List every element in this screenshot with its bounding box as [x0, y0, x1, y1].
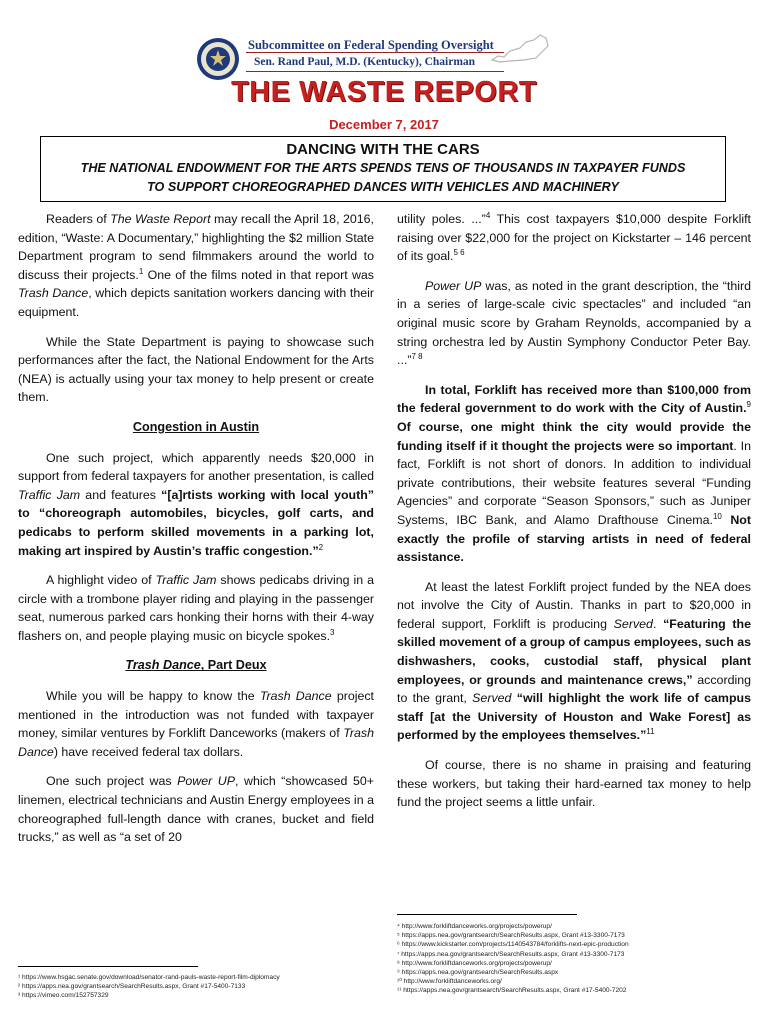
footnote: ² https://apps.nea.gov/grantsearch/SearchResults.aspx, Grant #17-5400-7133 [18, 983, 246, 991]
footnote: ⁸ http://www.forkliftdanceworks.org/projects/powerup/ [397, 959, 552, 967]
paragraph: While the State Department is paying to showcase such performances after the fact, the National Endowment for the Arts (NEA) is actually using your tax money to help present or create them. [18, 334, 374, 405]
senator-name: Sen. Rand Paul, M.D. (Kentucky), Chairman [254, 56, 476, 68]
paragraph: While you will be happy to know the Trash Dance project mentioned in the introduction was not funded with taxpayer money, similar ventures by Forklift Danceworks (makers of Trash Dance) have received federal tax dollars. [18, 689, 375, 759]
footnote: ³ https://vimeo.com/152757329 [18, 992, 109, 1000]
footnotes-left [18, 973, 280, 1001]
footnote: ¹ https://www.hsgac.senate.gov/download/senator-rand-pauls-waste-report-film-diplomacy [18, 974, 280, 981]
header-divider-bottom [246, 71, 504, 72]
footnote-divider [397, 914, 577, 915]
footnote: ⁹ https://apps.nea.gov/grantsearch/SearchResults.aspx [397, 969, 559, 977]
paragraph: Readers of The Waste Report may recall the April 18, 2016, edition, “Waste: A Documentary,” highlighting the $2 million State Department program to send filmmakers around the world to discuss their projects.$^1$ One of the films noted in that report was Trash Dance, which depicts sanitation workers dancing with their equipment. [18, 212, 375, 319]
headline-box [40, 136, 726, 202]
footnote: ¹⁰ http://www.forkliftdanceworks.org/ [397, 978, 502, 986]
footnote: ⁵ https://apps.nea.gov/grantsearch/SearchResults.aspx, Grant #13-3300-7173 [397, 932, 625, 940]
paragraph: A highlight video of Traffic Jam shows pedicabs driving in a circle with a trombone player riding and playing in the passenger seat, numerous parked cars honking their horns with their 4-way flashers on, and people playing music on bicycle spokes.$^3$ [18, 573, 374, 643]
paragraph: Of course, there is no shame in praising and featuring these workers, but taking their hard-earned tax money to help fund the project seems a little unfair. [397, 758, 751, 810]
paragraph: At least the latest Forklift project funded by the NEA does not involve the City of Austin. Thanks in part to $20,000 in federal support, Forklift is producing Served. “Featuring the skilled movement of a group of campus employees, such as dishwashers, cooks, custodial staff, physical plant employees, or grounds and maintenance crews,” according to the grant, Served “will highlight the work life of campus staff [at the University of Houston and Wake Forest] as performed by the employees themselves.”$^{11}$ [397, 579, 752, 743]
headline-main: DANCING WITH THE CARS [286, 141, 480, 158]
headline-sub-line2: TO SUPPORT CHOREOGRAPHED DANCES WITH VEHICLES AND MACHINERY [147, 180, 619, 194]
paragraph: In total, Forklift has received more than $100,000 from the federal government to do work with the City of Austin.$^9$ Of course, one might think the city would provide the funding itself if it thought the projects were so important. In fact, Forklift is not short of donors. In addition to individual private contributions, their website features several “Funding Agencies” and corporate “Season Sponsors,” such as Juniper Systems, IBC Bank, and Alamo Drafthouse Cinema.$^{10}$ Not exactly the profile of starving artists in need of federal assistance. [397, 382, 752, 565]
right-column [397, 210, 751, 823]
paragraph: utility poles. ...”$^4$ This cost taxpayers $10,000 despite Forklift raising over $22,000 for the project on Kickstarter – 146 percent of its goal.$^{5 6}$ [397, 210, 751, 264]
senate-seal-icon [196, 37, 240, 81]
header-divider [246, 52, 504, 53]
left-column [18, 210, 374, 858]
footnote: ⁷ https://apps.nea.gov/grantsearch/SearchResults.aspx, Grant #13-3300-7173 [397, 950, 625, 958]
footnote: ⁶ https://www.kickstarter.com/projects/1140543784/forklifts-next-epic-production [397, 941, 629, 949]
paragraph: Power UP was, as noted in the grant description, the “third in a series of large-scale civic spectacles” and included “an original music score by Graham Reynolds, accompanied by a string orchestra led by Austin Symphony Conductor Peter Bay. ...”$^{7 8}$ [397, 278, 752, 368]
footnote: ¹¹ https://apps.nea.gov/grantsearch/SearchResults.aspx, Grant #17-5400-7202 [397, 987, 627, 995]
committee-name: Subcommittee on Federal Spending Oversight [248, 38, 494, 52]
report-title: THE WASTE REPORT [230, 76, 538, 108]
report-date: December 7, 2017 [329, 117, 439, 132]
section-heading: Trash Dance, Part Deux [125, 658, 267, 673]
footnote-divider [18, 966, 198, 967]
kentucky-map-icon [490, 32, 550, 66]
section-heading: Congestion in Austin [132, 419, 260, 434]
footnote: ⁴ http://www.forkliftdanceworks.org/projects/powerup/ [397, 923, 552, 930]
footnotes-right [397, 922, 629, 996]
paragraph: One such project was Power UP, which “showcased 50+ linemen, electrical technicians and Austin Energy employees in a choreographed full-length dance with cranes, bucket and field trucks,” as well as “a set of 20 [18, 774, 374, 845]
headline-sub-line1: THE NATIONAL ENDOWMENT FOR THE ARTS SPENDS TENS OF THOUSANDS IN TAXPAYER FUNDS [80, 161, 686, 175]
paragraph: One such project, which apparently needs $20,000 in support from federal taxpayers for another presentation, is called Traffic Jam and features “[a]rtists working with local youth” to “choreograph automobiles, bicycles, golf carts, and pedicabs to perform skilled movements in a parking lot, making art inspired by Austin’s traffic congestion.”$^2$ [18, 450, 374, 558]
